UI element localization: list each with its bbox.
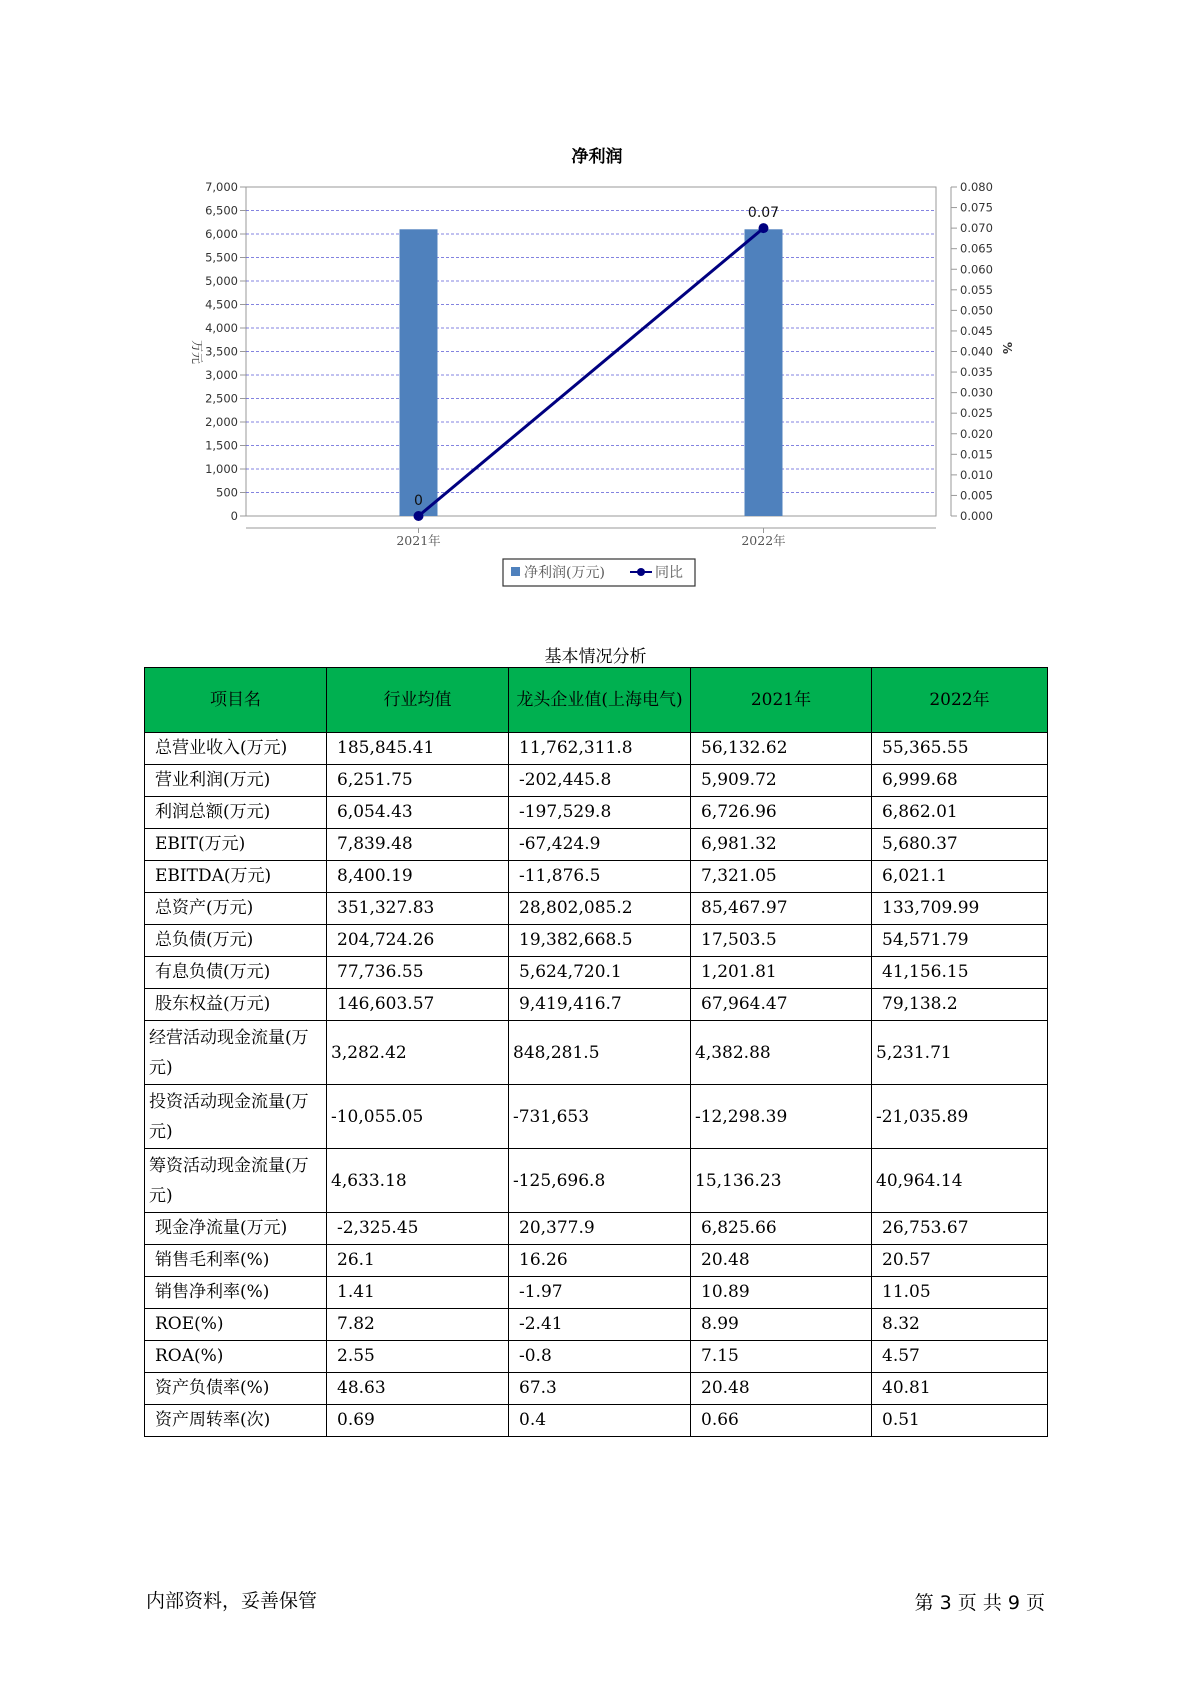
right-tick-label: 0.035 [960, 365, 993, 380]
x-axis-ticks [396, 528, 785, 548]
value-cell: 6,251.75 [327, 765, 509, 797]
value-cell: 40,964.14 [872, 1149, 1048, 1213]
left-axis-ticks [205, 180, 246, 523]
value-cell: 4,382.88 [691, 1021, 872, 1085]
value-cell: -197,529.8 [509, 797, 691, 829]
line-point [759, 223, 769, 233]
legend [503, 559, 695, 586]
value-cell: 6,981.32 [691, 829, 872, 861]
left-tick-label: 1,000 [205, 462, 238, 476]
value-cell: -1.97 [509, 1277, 691, 1309]
value-cell: 20.48 [691, 1245, 872, 1277]
value-cell: 48.63 [327, 1373, 509, 1405]
row-label-cell: 销售净利率(%) [145, 1277, 327, 1309]
value-cell: 20,377.9 [509, 1213, 691, 1245]
value-cell: 7,839.48 [327, 829, 509, 861]
right-tick-label: 0.055 [960, 282, 993, 297]
row-label-cell: 有息负债(万元) [145, 957, 327, 989]
value-cell: 7.82 [327, 1309, 509, 1341]
right-tick-label: 0.010 [960, 467, 993, 482]
right-tick-label: 0.070 [960, 221, 993, 236]
value-cell: 6,862.01 [872, 797, 1048, 829]
right-tick-label: 0.075 [960, 200, 993, 215]
right-tick-label: 0.040 [960, 344, 993, 359]
data-label: 0 [414, 493, 423, 509]
x-tick-label: 2022年 [741, 533, 786, 548]
legend-line-label: 同比 [655, 565, 683, 581]
table-row [145, 861, 1048, 893]
right-tick-label: 0.050 [960, 303, 993, 318]
table-row [145, 829, 1048, 861]
value-cell: 16.26 [509, 1245, 691, 1277]
left-tick-label: 1,500 [205, 438, 238, 453]
left-tick-label: 2,500 [205, 391, 238, 406]
value-cell: -202,445.8 [509, 765, 691, 797]
value-cell: 56,132.62 [691, 733, 872, 765]
row-label-cell: 总营业收入(万元) [145, 733, 327, 765]
value-cell: 133,709.99 [872, 893, 1048, 925]
value-cell: 85,467.97 [691, 893, 872, 925]
row-label-cell: 资产负债率(%) [145, 1373, 327, 1405]
value-cell: -67,424.9 [509, 829, 691, 861]
left-tick-label: 2,000 [205, 415, 238, 429]
table-row [145, 1309, 1048, 1341]
legend-bar-swatch [511, 567, 520, 576]
y-axis-label: 万元 [190, 339, 204, 365]
row-label-cell: 筹资活动现金流量(万元) [145, 1149, 327, 1213]
value-cell: 9,419,416.7 [509, 989, 691, 1021]
legend-line-marker [637, 568, 645, 576]
right-tick-label: 0.065 [960, 241, 993, 256]
value-cell: 7,321.05 [691, 861, 872, 893]
value-cell: 146,603.57 [327, 989, 509, 1021]
value-cell: 8.99 [691, 1309, 872, 1341]
header-item-name: 项目名 [145, 668, 327, 733]
value-cell: -10,055.05 [327, 1085, 509, 1149]
table-row [145, 893, 1048, 925]
row-label-cell: EBITDA(万元) [145, 861, 327, 893]
value-cell: 54,571.79 [872, 925, 1048, 957]
row-label-cell: 销售毛利率(%) [145, 1245, 327, 1277]
value-cell: 26,753.67 [872, 1213, 1048, 1245]
right-tick-label: 0.020 [960, 426, 993, 441]
value-cell: 41,156.15 [872, 957, 1048, 989]
value-cell: 26.1 [327, 1245, 509, 1277]
value-cell: 15,136.23 [691, 1149, 872, 1213]
value-cell: 848,281.5 [509, 1021, 691, 1085]
value-cell: 7.15 [691, 1341, 872, 1373]
left-tick-label: 3,000 [205, 368, 238, 382]
bar [400, 229, 438, 516]
value-cell: 1.41 [327, 1277, 509, 1309]
value-cell: 67,964.47 [691, 989, 872, 1021]
value-cell: 11,762,311.8 [509, 733, 691, 765]
value-cell: 6,054.43 [327, 797, 509, 829]
row-label-cell: 利润总额(万元) [145, 797, 327, 829]
value-cell: 204,724.26 [327, 925, 509, 957]
row-label-cell: ROA(%) [145, 1341, 327, 1373]
row-label-cell: 股东权益(万元) [145, 989, 327, 1021]
value-cell: 6,825.66 [691, 1213, 872, 1245]
value-cell: 351,327.83 [327, 893, 509, 925]
left-tick-label: 4,500 [205, 297, 238, 312]
table-row [145, 1245, 1048, 1277]
value-cell: 19,382,668.5 [509, 925, 691, 957]
value-cell: 77,736.55 [327, 957, 509, 989]
left-tick-label: 3,500 [205, 344, 238, 359]
chart-title: 净利润 [571, 147, 623, 167]
value-cell: -2,325.45 [327, 1213, 509, 1245]
value-cell: -0.8 [509, 1341, 691, 1373]
left-tick-label: 5,000 [205, 274, 238, 288]
header-industry-avg: 行业均值 [327, 668, 509, 733]
value-cell: -2.41 [509, 1309, 691, 1341]
left-tick-label: 4,000 [205, 321, 238, 335]
header-leader-value: 龙头企业值(上海电气) [509, 668, 691, 733]
value-cell: 11.05 [872, 1277, 1048, 1309]
value-cell: 3,282.42 [327, 1021, 509, 1085]
table-row [145, 765, 1048, 797]
right-tick-label: 0.005 [960, 488, 993, 503]
value-cell: -125,696.8 [509, 1149, 691, 1213]
net-profit-chart [0, 0, 1191, 620]
value-cell: 4.57 [872, 1341, 1048, 1373]
right-tick-label: 0.060 [960, 262, 993, 277]
table-row [145, 1277, 1048, 1309]
value-cell: 0.69 [327, 1405, 509, 1437]
value-cell: 8,400.19 [327, 861, 509, 893]
y2-axis-label: % [1000, 341, 1014, 355]
value-cell: 40.81 [872, 1373, 1048, 1405]
right-tick-label: 0.000 [960, 509, 993, 523]
basic-analysis-table [144, 667, 1048, 1437]
row-label-cell: EBIT(万元) [145, 829, 327, 861]
table-row [145, 925, 1048, 957]
row-label-cell: ROE(%) [145, 1309, 327, 1341]
row-label-cell: 投资活动现金流量(万元) [145, 1085, 327, 1149]
value-cell: 28,802,085.2 [509, 893, 691, 925]
right-tick-label: 0.045 [960, 323, 993, 338]
right-axis-ticks [951, 180, 993, 523]
table-row [145, 1405, 1048, 1437]
row-label-cell: 总负债(万元) [145, 925, 327, 957]
row-label-cell: 现金净流量(万元) [145, 1213, 327, 1245]
x-tick-label: 2021年 [396, 533, 441, 548]
left-tick-label: 0 [230, 509, 238, 523]
table-row [145, 1149, 1048, 1213]
value-cell: 6,999.68 [872, 765, 1048, 797]
data-label: 0.07 [747, 205, 780, 222]
value-cell: 0.66 [691, 1405, 872, 1437]
value-cell: 8.32 [872, 1309, 1048, 1341]
table-title: 基本情况分析 [544, 647, 647, 667]
value-cell: 4,633.18 [327, 1149, 509, 1213]
table-row [145, 989, 1048, 1021]
left-tick-label: 500 [216, 485, 238, 500]
value-cell: 5,909.72 [691, 765, 872, 797]
value-cell: 0.51 [872, 1405, 1048, 1437]
right-tick-label: 0.080 [960, 180, 993, 194]
legend-bar-label: 净利润(万元) [524, 565, 605, 581]
row-label-cell: 营业利润(万元) [145, 765, 327, 797]
table-row [145, 1341, 1048, 1373]
value-cell: 55,365.55 [872, 733, 1048, 765]
bar [745, 229, 783, 516]
table-row [145, 1213, 1048, 1245]
header-2022: 2022年 [872, 668, 1048, 733]
value-cell: 17,503.5 [691, 925, 872, 957]
value-cell: 5,680.37 [872, 829, 1048, 861]
value-cell: 20.57 [872, 1245, 1048, 1277]
table-row [145, 1373, 1048, 1405]
value-cell: 2.55 [327, 1341, 509, 1373]
value-cell: 1,201.81 [691, 957, 872, 989]
value-cell: 5,231.71 [872, 1021, 1048, 1085]
value-cell: 185,845.41 [327, 733, 509, 765]
value-cell: 20.48 [691, 1373, 872, 1405]
value-cell: -12,298.39 [691, 1085, 872, 1149]
table-body [145, 733, 1048, 1437]
value-cell: 79,138.2 [872, 989, 1048, 1021]
value-cell: 0.4 [509, 1405, 691, 1437]
table-row [145, 1021, 1048, 1085]
value-cell: -21,035.89 [872, 1085, 1048, 1149]
left-tick-label: 6,000 [205, 227, 238, 241]
row-label-cell: 经营活动现金流量(万元) [145, 1021, 327, 1085]
right-tick-label: 0.015 [960, 447, 993, 462]
table-row [145, 797, 1048, 829]
row-label-cell: 资产周转率(次) [145, 1405, 327, 1437]
value-cell: -11,876.5 [509, 861, 691, 893]
value-cell: 67.3 [509, 1373, 691, 1405]
line-point [414, 511, 424, 521]
table-header-row [145, 668, 1048, 733]
value-cell: 6,726.96 [691, 797, 872, 829]
footer-page-number: 第 3 页 共 9 页 [914, 1592, 1045, 1614]
value-cell: -731,653 [509, 1085, 691, 1149]
left-tick-label: 6,500 [205, 203, 238, 218]
table-row [145, 1085, 1048, 1149]
header-2021: 2021年 [691, 668, 872, 733]
row-label-cell: 总资产(万元) [145, 893, 327, 925]
table-row [145, 957, 1048, 989]
footer-confidential-note: 内部资料，妥善保管 [146, 1590, 318, 1612]
value-cell: 6,021.1 [872, 861, 1048, 893]
left-tick-label: 7,000 [205, 180, 238, 194]
right-tick-label: 0.030 [960, 385, 993, 400]
table-row [145, 733, 1048, 765]
right-tick-label: 0.025 [960, 406, 993, 421]
value-cell: 5,624,720.1 [509, 957, 691, 989]
value-cell: 10.89 [691, 1277, 872, 1309]
left-tick-label: 5,500 [205, 250, 238, 265]
